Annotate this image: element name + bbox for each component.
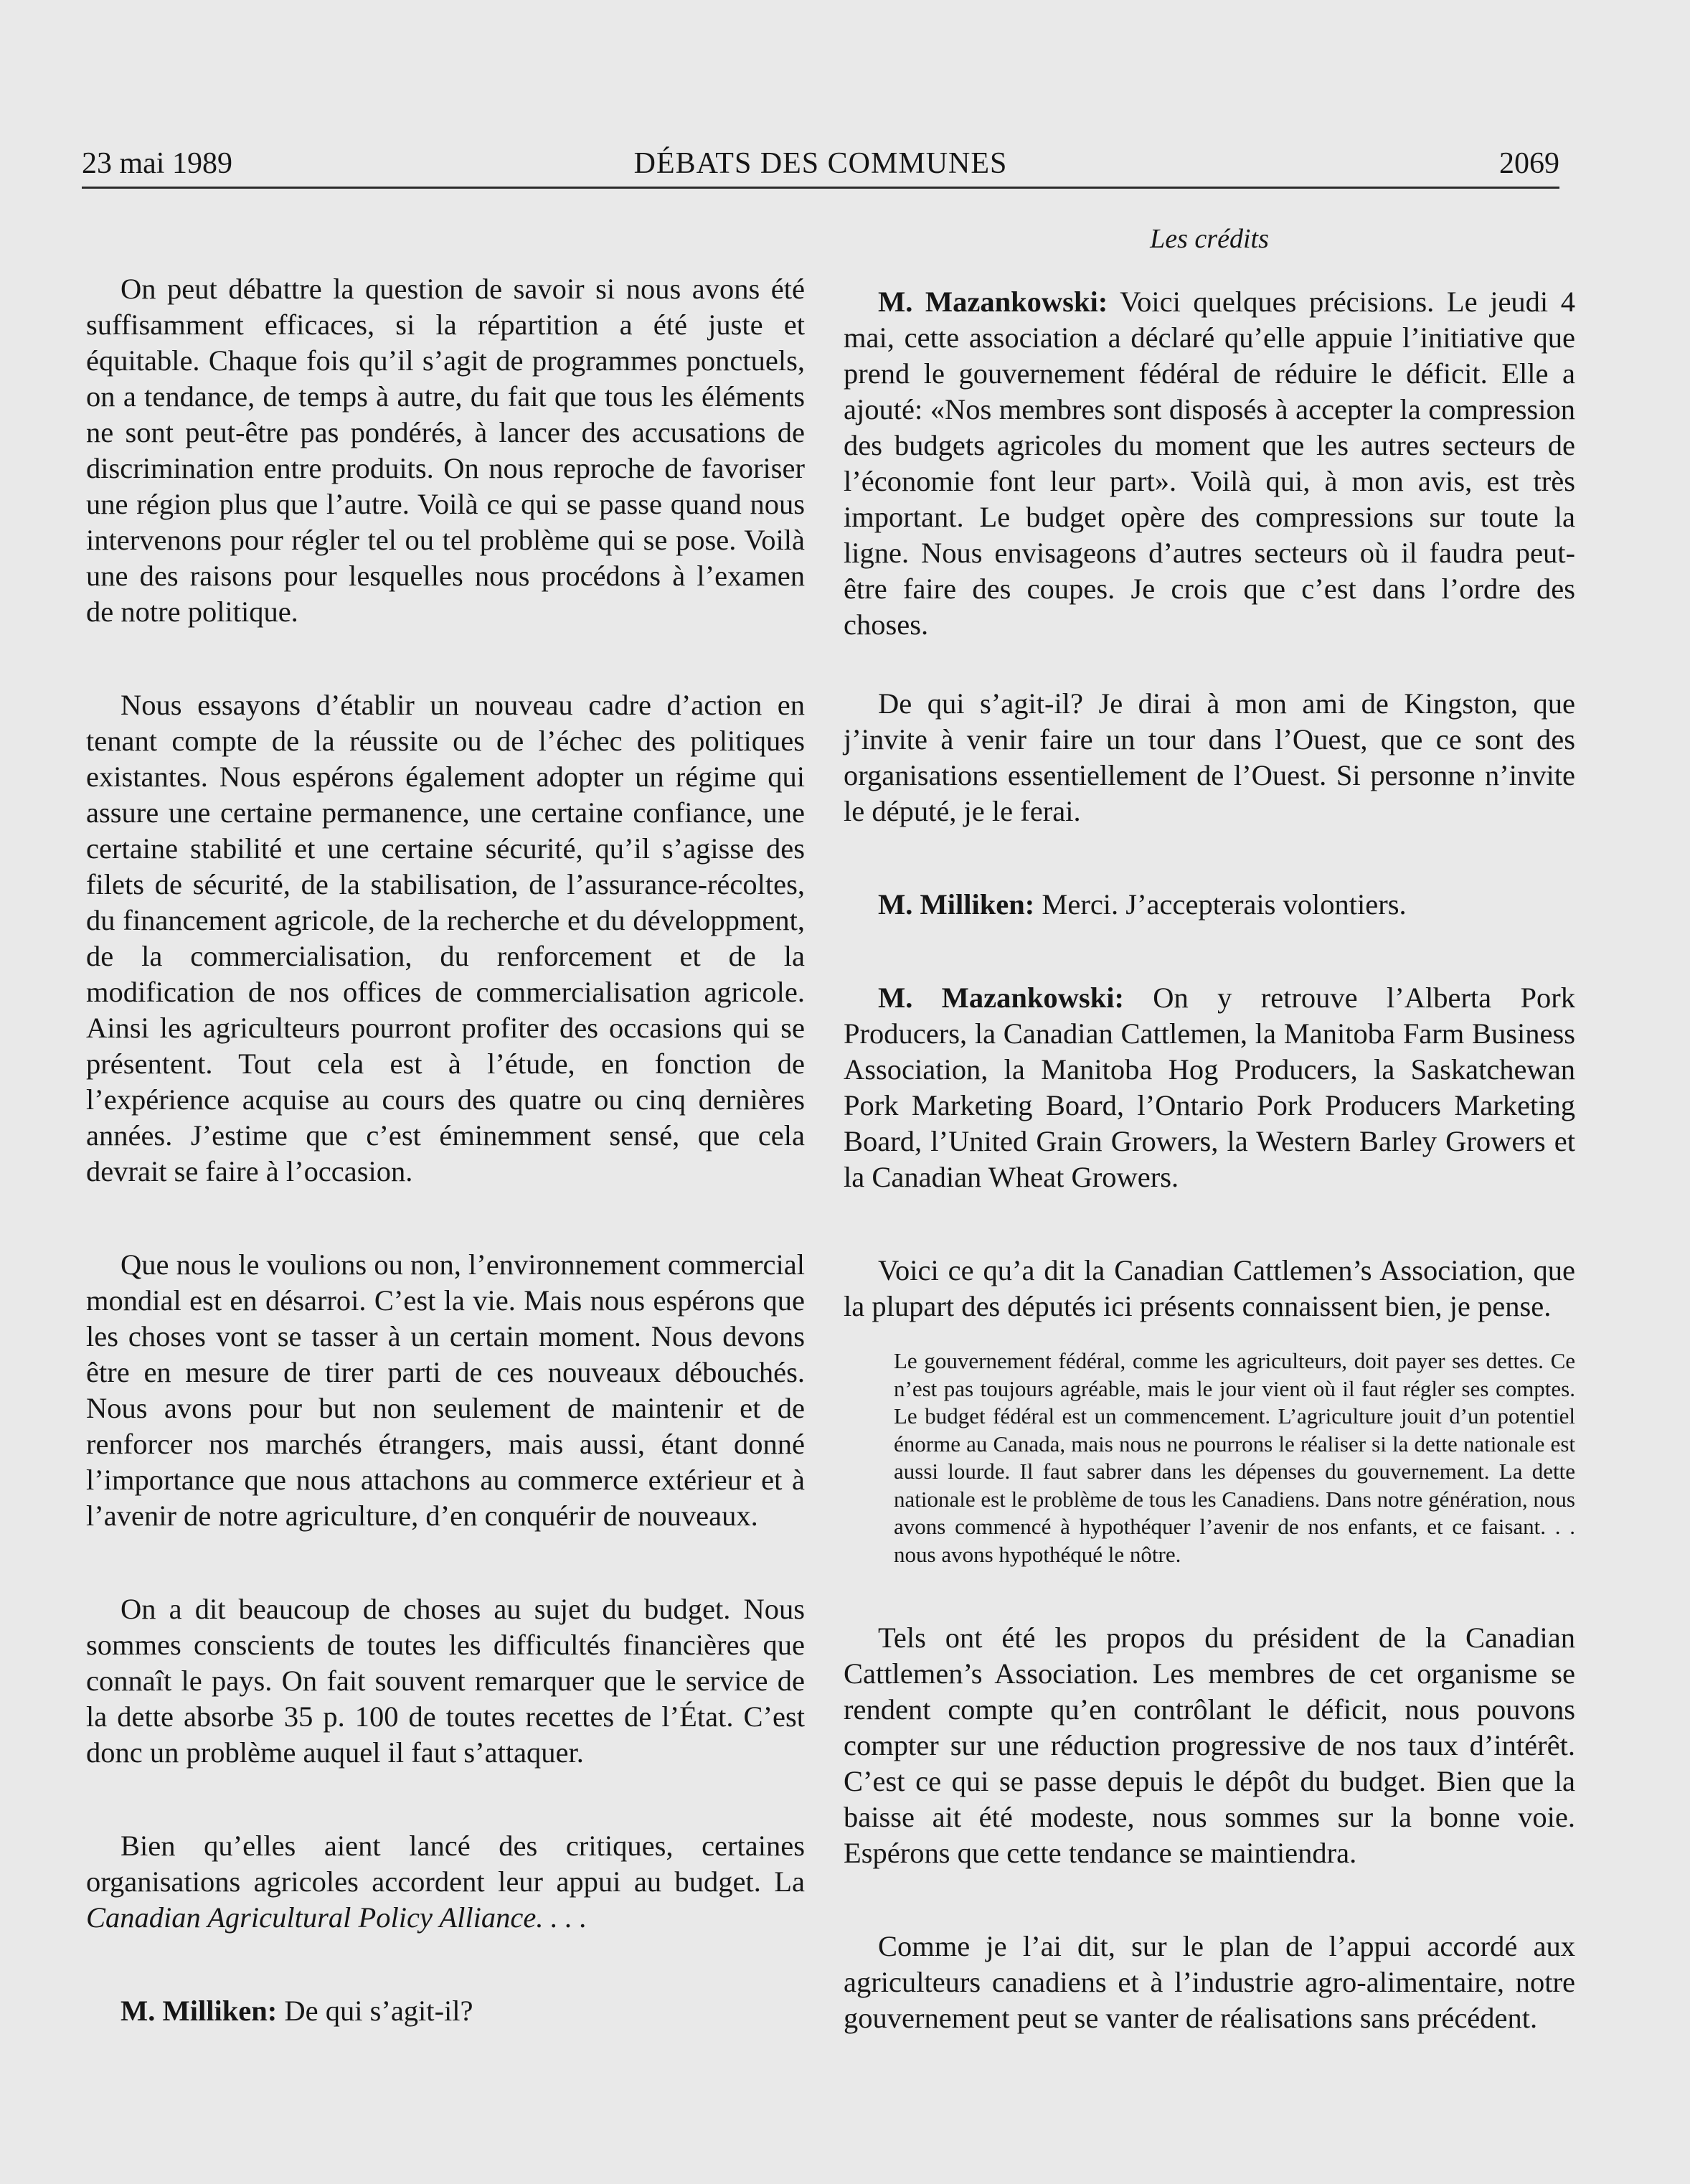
speech-text: Voici quelques précisions. Le jeudi 4 mai, cette association a déclaré qu’elle appuie l’initiative que prend le gouvernement fédéral de réduire le déficit. Elle a ajouté: «Nos membres sont disposés à accepter la compression des budgets agricoles du moment que les autres secteurs de l’économie font leur part». Voilà qui, à mon avis, est très important. Le budget opère des compressions sur toute la ligne. Nous envisageons d’autres secteurs où il faudra peut-être faire des coupes. Je crois que c’est dans l’ordre des choses. [844,286,1576,641]
paragraph: Nous essayons d’établir un nouveau cadre d’action en tenant compte de la réussite ou de l’échec des politiques existantes. Nous espérons également adopter un régime qui assure une certaine permanence, une certaine confiance, une certaine stabilité et une certaine sécurité, qu’il s’agisse des filets de sécurité, de la stabilisation, de l’assurance-récoltes, du financement agricole, de la recherche et du développment, de la commercialisation, du renforcement et de la modification de nos offices de commercialisation agricole. Ainsi les agriculteurs pourront profiter des occasions qui se présentent. Tout cela est à l’étude, en fonction de l’expérience acquise au cours des quatre ou cinq dernières années. J’estime que c’est éminemment sensé, que cela devrait se faire à l’occasion. [86,689,805,1187]
paragraph: Voici ce qu’a dit la Canadian Cattlemen’s Association, que la plupart des députés ici présents connaissent bien, je pense. [844,1254,1575,1322]
speech-text: On y retrouve l’Alberta Pork Producers, la Canadian Cattlemen, la Manitoba Farm Business Association, la Manitoba Hog Producers, la Saskatchewan Pork Marketing Board, l’Ontario Pork Producers Marketing Board, l’United Grain Growers, la Western Barley Growers et la Canadian Wheat Growers. [844,982,1576,1193]
speaker-name: M. Mazankowski: [878,286,1108,318]
speech [844,284,1575,643]
paragraph: Comme je l’ai dit, sur le plan de l’appui accordé aux agriculteurs canadiens et à l’industrie agro-alimentaire, notre gouvernement peut se vanter de réalisations sans précédent. [844,1930,1575,2034]
speech [844,980,1575,1195]
speech [86,1993,805,2029]
speaker-name: M. Mazankowski: [878,982,1124,1014]
speech-text: Merci. J’accepterais volontiers. [1034,888,1407,921]
header-title: DÉBATS DES COMMUNES [633,147,1008,180]
speaker-name: M. Milliken: [878,888,1035,921]
page-header [82,143,1559,189]
block-quote: Le gouvernement fédéral, comme les agriculteurs, doit payer ses dettes. Ce n’est pas toujours agréable, mais le jour vient où il faut régler ses comptes. Le budget fédéral est un commencement. L’agriculture jouit d’un potentiel énorme au Canada, mais nous ne pourrons le réaliser si la dette nationale est aussi lourde. Il faut sabrer dans les dépenses du gouvernement. La dette nationale est le problème de tous les Canadiens. Dans notre génération, nous avons commencé à hypothéquer l’avenir de nos enfants, et ce faisant. . . nous avons hypothéqué le nôtre. [894,1348,1575,1567]
section-rubric: Les crédits [1150,224,1269,254]
page-number: 2069 [1499,147,1559,180]
right-column [844,201,1575,2094]
header-date: 23 mai 1989 [82,147,232,180]
alliance-name: Canadian Agricultural Policy Alliance. . . . [86,1901,587,1934]
paragraph-text: Bien qu’elles aient lancé des critiques, certaines organisations agricoles accordent leur appui au budget. La [86,1830,805,1898]
speech [844,887,1575,923]
speech-text: De qui s’agit-il? [277,1995,473,2027]
paragraph: De qui s’agit-il? Je dirai à mon ami de Kingston, que j’invite à venir faire un tour dans l’Ouest, que ce sont des organisations essentiellement de l’Ouest. Si personne n’invite le député, je le ferai. [844,687,1575,827]
left-column [86,201,805,2086]
paragraph: On peut débattre la question de savoir si nous avons été suffisamment efficaces, si la répartition a été juste et équitable. Chaque fois qu’il s’agit de programmes ponctuels, on a tendance, de temps à autre, du fait que tous les éléments ne sont peut-être pas pondérés, à lancer des accusations de discrimination entre produits. On nous reproche de favoriser une région plus que l’autre. Voilà ce qui se passe quand nous intervenons pour régler tel ou tel problème qui se pose. Voilà une des raisons pour lesquelles nous procédons à l’examen de notre politique. [86,273,805,628]
paragraph: On a dit beaucoup de choses au sujet du budget. Nous sommes conscients de toutes les difficultés financières que connaît le pays. On fait souvent remarquer que le service de la dette absorbe 35 p. 100 de toutes recettes de l’État. C’est donc un problème auquel il faut s’attaquer. [86,1593,805,1769]
paragraph [86,1828,805,1936]
paragraph: Que nous le voulions ou non, l’environnement commercial mondial est en désarroi. C’est la vie. Mais nous espérons que les choses vont se tasser à un certain moment. Nous devons être en mesure de tirer parti de ces nouveaux débouchés. Nous avons pour but non seulement de maintenir et de renforcer nos marchés étrangers, mais aussi, étant donné l’importance que nous attachons au commerce extérieur et à l’avenir de notre agriculture, d’en conquérir de nouveaux. [86,1248,805,1532]
paragraph: Tels ont été les propos du président de la Canadian Cattlemen’s Association. Les membres de cet organisme se rendent compte qu’en contrôlant le déficit, nous pouvons compter sur une réduction progressive de nos taux d’intérêt. C’est ce qui se passe depuis le dépôt du budget. Bien que la baisse ait été modeste, nous sommes sur la bonne voie. Espérons que cette tendance se maintiendra. [844,1621,1575,1869]
speaker-name: M. Milliken: [121,1995,278,2027]
